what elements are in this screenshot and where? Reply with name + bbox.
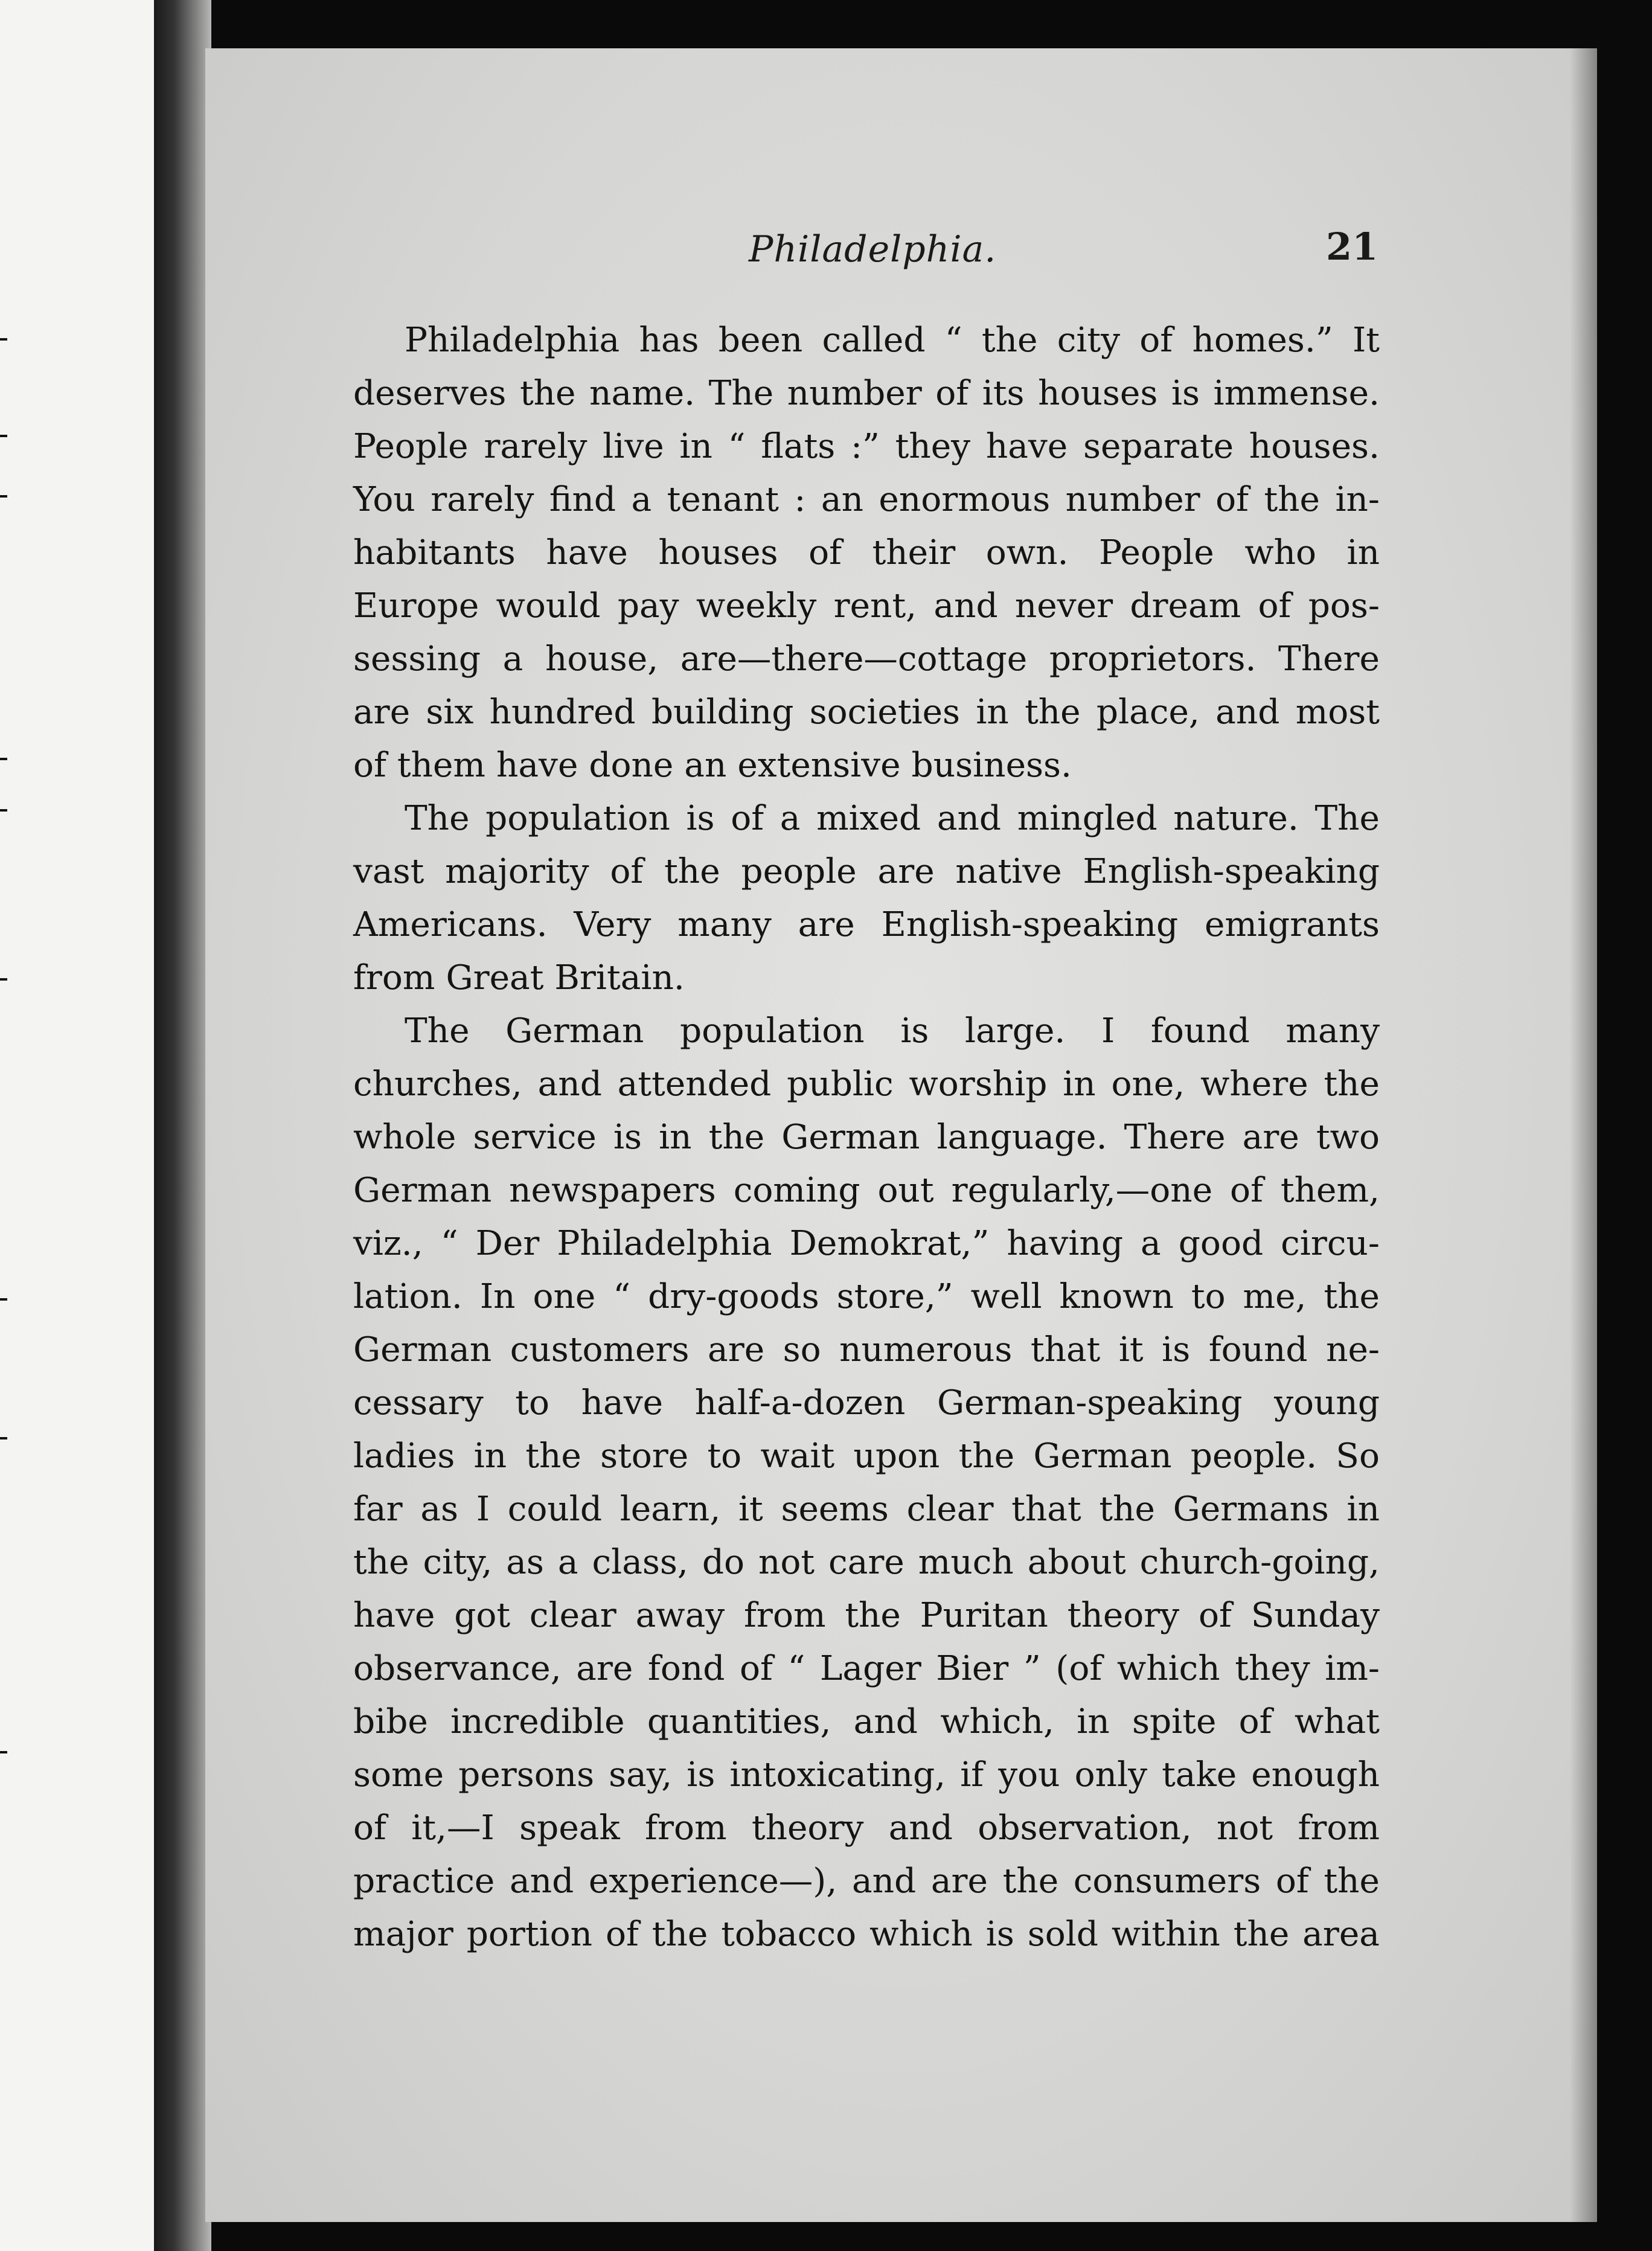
text-line: lation. In one “ dry-goods store,” well known to me, the	[353, 1277, 1380, 1316]
text-line: of them have done an extensive business.	[353, 746, 1072, 785]
text-line: habitants have houses of their own. People who in	[353, 533, 1380, 572]
running-title: Philadelphia.	[749, 228, 997, 271]
margin-mark	[0, 1751, 7, 1753]
text-line: of it,—I speak from theory and observation, not from	[353, 1808, 1380, 1848]
text-line: German customers are so numerous that it is found ne-	[353, 1330, 1380, 1369]
margin-mark	[0, 978, 7, 981]
margin-mark	[0, 495, 7, 498]
margin-mark	[0, 1437, 7, 1439]
text-line: Europe would pay weekly rent, and never dream of pos-	[353, 586, 1380, 626]
text-line: whole service is in the German language. There are two	[353, 1118, 1380, 1157]
text-line: the city, as a class, do not care much about church-going,	[353, 1543, 1380, 1582]
text-line: The German population is large. I found many	[405, 1011, 1380, 1051]
text-line: ladies in the store to wait upon the German people. So	[353, 1436, 1380, 1476]
text-line: German newspapers coming out regularly,—one of them,	[353, 1171, 1380, 1210]
text-line: People rarely live in “ flats :” they have separate houses.	[353, 427, 1380, 466]
text-line: Americans. Very many are English-speaking emigrants	[353, 905, 1380, 944]
text-line: practice and experience—), and are the consumers of the	[353, 1862, 1380, 1901]
text-line: cessary to have half-a-dozen German-speaking young	[353, 1383, 1380, 1423]
text-line: some persons say, is intoxicating, if you only take enough	[353, 1755, 1380, 1795]
page-number: 21	[1326, 225, 1378, 269]
text-line: have got clear away from the Puritan theory of Sunday	[353, 1596, 1380, 1635]
text-line: observance, are fond of “ Lager Bier ” (of which they im-	[353, 1649, 1380, 1688]
page-edge-shadow	[1570, 48, 1597, 2222]
margin-mark	[0, 435, 7, 437]
text-line: sessing a house, are—there—cottage proprietors. There	[353, 639, 1380, 679]
text-line: Philadelphia has been called “ the city of homes.” It	[405, 321, 1380, 360]
text-line: bibe incredible quantities, and which, in spite of what	[353, 1702, 1380, 1741]
text-line: vast majority of the people are native English-speaking	[353, 852, 1380, 891]
facing-page-edge	[0, 0, 154, 2251]
text-line: churches, and attended public worship in one, where the	[353, 1065, 1380, 1104]
margin-mark	[0, 809, 7, 812]
text-line: The population is of a mixed and mingled nature. The	[405, 799, 1380, 838]
margin-mark	[0, 338, 7, 341]
text-line: deserves the name. The number of its houses is immense.	[353, 374, 1380, 413]
text-line: major portion of the tobacco which is sold within the area	[353, 1915, 1380, 1954]
margin-mark	[0, 1298, 7, 1301]
text-line: You rarely find a tenant : an enormous number of the in-	[353, 480, 1380, 519]
margin-mark	[0, 758, 7, 760]
text-line: viz., “ Der Philadelphia Demokrat,” having a good circu-	[353, 1224, 1380, 1263]
body-text	[353, 314, 1380, 1961]
book-gutter	[154, 0, 211, 2251]
text-line: are six hundred building societies in the place, and most	[353, 693, 1380, 732]
text-line: far as I could learn, it seems clear that the Germans in	[353, 1490, 1380, 1529]
text-line: from Great Britain.	[353, 958, 685, 997]
